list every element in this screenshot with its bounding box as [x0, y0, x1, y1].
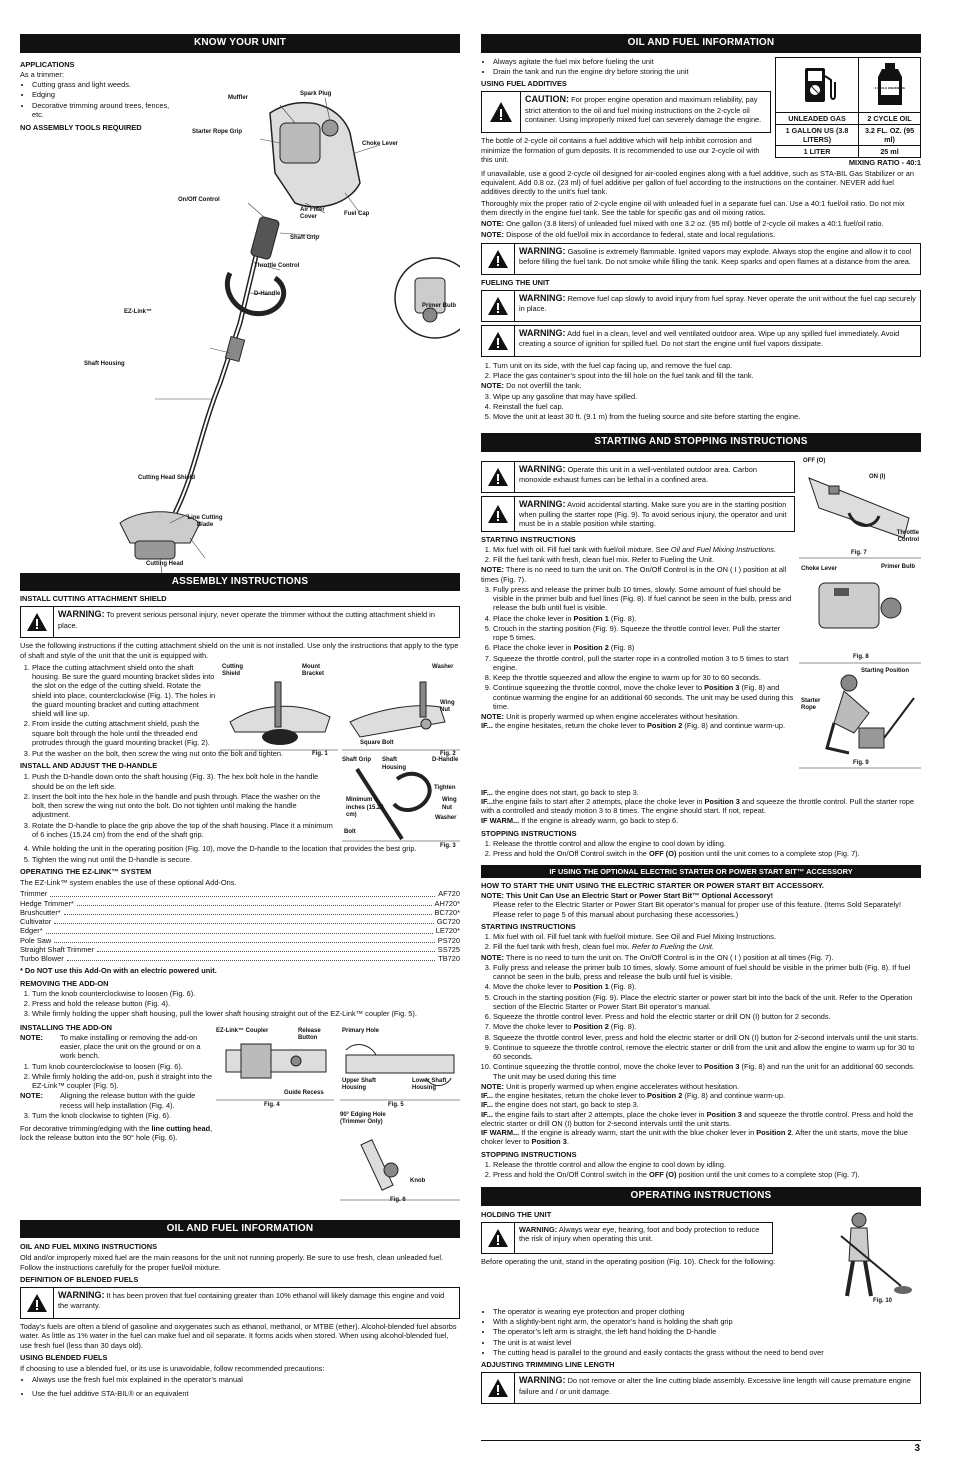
fig8-label-primer: Primer Bulb	[881, 563, 916, 570]
warning-label: WARNING:	[519, 1375, 566, 1386]
know-your-unit-section	[20, 53, 460, 573]
label-primer-bulb: Primer Bulb	[422, 302, 457, 309]
stop-title: STOPPING INSTRUCTIONS	[481, 828, 577, 838]
note-text: NOTE: Unit is properly warmed up when engine accelerates without hesitation.	[481, 1081, 739, 1091]
addon-name: Pole Saw	[20, 935, 52, 945]
fig3-label: Washer	[435, 815, 457, 822]
install-shield-title: INSTALL CUTTING ATTACHMENT SHIELD	[20, 594, 167, 603]
fueling-step: 1. Turn unit on its side, with the fuel cap facing up, and remove the fuel cap.	[493, 361, 921, 370]
mixing-text: Old and/or improperly mixed fuel are the main reasons for the unit not running properly. Be sure to use fresh, clean unleaded fuel. Follow the instructions carefully for the proper fuel/oil mixture.	[20, 1253, 444, 1272]
label-air-filter: Air Filter Cover	[300, 206, 325, 220]
left-column	[20, 34, 460, 1399]
addon-code: PS720	[437, 935, 460, 945]
fig9-label-pos: Starting Position	[861, 667, 909, 674]
label-muffler: Muffler	[228, 94, 248, 101]
dot-leader	[77, 899, 432, 906]
if-text: IF... the engine does not start, go back to step 3.	[481, 1100, 639, 1110]
before-text: Before operating the unit, stand in the operating position (Fig. 10). Check for the following:	[481, 1257, 776, 1266]
remove-step: 3. While firmly holding the upper shaft housing, pull the lower shaft housing straight out of the EZ-Link™ coupler (Fig. 5).	[32, 1009, 460, 1018]
warning-icon	[482, 326, 515, 356]
fig7-label-throttle: Throttle Control	[896, 529, 919, 544]
warning-label: WARNING:	[519, 327, 566, 338]
table-cell: 3.2 FL. OZ. (95 ml)	[859, 124, 921, 145]
warning-label: WARNING:	[58, 1290, 105, 1300]
fueling-step: 2. Place the gas container’s spout into the fill hole on the fuel tank and fill the tank.	[493, 371, 921, 380]
footer-rule	[481, 1440, 921, 1441]
fig7-caption: Fig. 7	[851, 549, 867, 556]
caution-icon	[482, 92, 521, 132]
label-d-handle: D-Handle	[254, 290, 281, 297]
operating-header: OPERATING INSTRUCTIONS	[481, 1187, 921, 1206]
fig5-label: Upper Shaft Housing	[342, 1077, 377, 1091]
fig2-caption: Fig. 2	[440, 750, 456, 757]
addon-name: Turbo Blower	[20, 954, 64, 963]
label-choke-lever: Choke Lever	[362, 140, 399, 147]
if-text: IF... the engine does not start, go back to step 3.	[481, 787, 639, 797]
caution-text: For proper engine operation and maximum reliability, pay strict attention to the oil and fuel mixing instructions on the 2-cycle oil container. Using improperly mixed fuel can severely damage the engine.	[525, 95, 762, 124]
if-text: IF... the engine fails to start after 2 attempts, place the choke lever in Position 3 and squeeze the throttle control. Press and hold the electric starter or drill ON (I) button for 2-second intervals until the unit starts.	[481, 1109, 914, 1128]
addon-row	[20, 899, 460, 908]
warning-label: WARNING:	[519, 292, 566, 303]
fig6-label: 90° Edging Hole (Trimmer Only)	[340, 1111, 386, 1125]
electric-step: 9. Continue to squeeze the throttle control, remove the electric starter or drill from the unit and allow the engine to warm up for 30 to 60 seconds.	[493, 1043, 921, 1062]
addon-name: Trimmer	[20, 889, 48, 899]
start-step: 2. Fill the fuel tank with fresh, clean fuel mix. Refer to Fueling the Unit.	[493, 555, 795, 564]
dhandle-step: 3. Rotate the D-handle to place the grip above the top of the shaft housing. Place it a minimum of 6 inches (15.24 cm) from the end of the shaft grip.	[32, 821, 336, 840]
def-title: DEFINITION OF BLENDED FUELS	[20, 1274, 139, 1284]
warning-box	[481, 461, 795, 493]
fig3-label: Bolt	[344, 829, 356, 836]
fig3-caption: Fig. 3	[440, 843, 456, 850]
fig7-label-on: ON (I)	[869, 473, 886, 480]
dhandle-step: 4. While holding the unit in the operating position (Fig. 10), move the D-handle to the location that provides the best grip.	[32, 844, 460, 853]
note-text: NOTE: There is no need to turn the unit on. The On/Off Control is in the ON ( I ) position at all times (Fig. 7).	[481, 565, 787, 584]
install-step: 1. Turn knob counterclockwise to loosen (Fig. 6).	[32, 1062, 216, 1071]
label-cutting-head: Cutting Head	[146, 560, 184, 567]
addon-row	[20, 954, 460, 963]
fig2-label-square-bolt: Square Bolt	[360, 739, 394, 746]
note-text: NOTE: There is no need to turn the unit on. The On/Off Control is in the ON ( I ) position at all times (Fig. 7).	[481, 952, 834, 962]
unavailable-text: If unavailable, use a good 2-cycle oil designed for air-cooled engines along with a fuel additive, such as STA-BIL Gas Stabilizer or an equivalent. Add 0.8 oz. (23 ml) of fuel additive per gallon of fuel according to the instructions on the container. NEVER add fuel additives directly to the unit’s fuel tank.	[481, 168, 915, 197]
warning-text: Do not remove or alter the line cutting blade assembly. Excessive line length will cause premature engine failure and / or unit damage.	[519, 1376, 911, 1396]
mixing-table	[775, 57, 921, 167]
start-title: STARTING INSTRUCTIONS	[481, 534, 576, 544]
fig6-caption: Fig. 6	[390, 1196, 406, 1203]
start-step: 1. Mix fuel with oil. Fill fuel tank with fuel/oil mixture. See Oil and Fuel Mixing Instructions.	[493, 545, 795, 554]
dot-leader	[97, 945, 435, 952]
shield-step: 1. Place the cutting attachment shield onto the shaft housing. Be sure the guard mounting bracket slides into the slot on the edge of the cutting shield. Rotate the shield into place, counterclockwise (Fig. 1). The holes in the guard mounting bracket and cutting attachment shield will line up.	[32, 663, 220, 719]
addon-list	[20, 889, 460, 963]
stop-step: 2. Press and hold the On/Off Control switch in the OFF (O) position until the unit comes to a complete stop (Fig. 7).	[493, 849, 921, 858]
electric-step: 4. Move the choke lever to Position 1 (Fig. 8).	[493, 982, 921, 991]
fueling-title: FUELING THE UNIT	[481, 277, 550, 287]
fig9-caption: Fig. 9	[853, 759, 869, 766]
fig-3	[342, 757, 460, 850]
fig3-label: Wing Nut	[442, 797, 457, 811]
note-text: NOTE: Unit is properly warmed up when engine accelerates without hesitation.	[481, 712, 739, 721]
if-text: IF...the engine fails to start after 2 attempts, place the choke lever in Position 3 and squeeze the throttle control. Pull the starter rope with a controlled and steady motion 3 to 8 times. The engine should start. If not, repeat.	[481, 797, 915, 816]
label-starter-rope-grip: Starter Rope Grip	[192, 128, 243, 135]
electric-start-title: STARTING INSTRUCTIONS	[481, 921, 576, 931]
start-step: 5. Crouch in the starting position (Fig. 9). Squeeze the throttle control lever. Pull the starter rope 5 times.	[493, 624, 795, 643]
using-text: If choosing to use a blended fuel, or its use is unavoidable, follow recommended precautions:	[20, 1364, 325, 1373]
warning-icon	[482, 462, 515, 492]
warning-label: WARNING:	[519, 1225, 558, 1234]
warning-box	[481, 1372, 921, 1404]
shield-step: 3. Put the washer on the bolt, then screw the wing nut onto the bolt and tighten.	[32, 749, 460, 758]
warning-box	[481, 243, 921, 275]
addon-row	[20, 936, 460, 945]
install-step: 3. Turn the knob clockwise to tighten (Fig. 6).	[32, 1111, 216, 1120]
electric-step: 10. Continue squeezing the throttle control, move the choke lever to Position 3 (Fig. 8) and run the unit for an additional 60 seconds. The unit may be used during this time	[493, 1062, 921, 1081]
addon-code: LE720*	[435, 926, 460, 936]
warning-label: WARNING:	[58, 609, 105, 620]
fig-4-5-6	[216, 1020, 460, 1206]
stop-step: 1. Release the throttle control and allow the engine to cool down by idling.	[493, 1160, 921, 1169]
electric-subheader: IF USING THE OPTIONAL ELECTRIC STARTER OR POWER START BIT™ ACCESSORY	[481, 865, 921, 878]
fig4-label: EZ-Link™ Coupler	[216, 1027, 269, 1034]
shield-step: 2. From inside the cutting attachment shield, push the square bolt through the hole until the threaded end protrudes through the guard mounting bracket (Fig. 2).	[32, 719, 220, 747]
if-warm-text: IF WARM... If the engine is already warm, go back to step 6.	[481, 815, 679, 825]
warning-icon	[21, 1288, 54, 1318]
remove-title: REMOVING THE ADD-ON	[20, 978, 109, 988]
stop-step: 1. Release the throttle control and allow the engine to cool down by idling.	[493, 839, 921, 848]
fig4-label: Guide Recess	[284, 1089, 324, 1096]
note-text: NOTE: One gallon (3.8 liters) of unleaded fuel mixed with one 3.2 oz. (95 ml) bottle of 2-cycle oil makes a 40:1 fuel/oil ratio.	[481, 219, 884, 228]
fig4-label: Release Button	[298, 1027, 321, 1041]
operating-bullet: • The cutting head is parallel to the ground and easily contacts the grass without the need to bend over	[493, 1348, 921, 1357]
additives-title: USING FUEL ADDITIVES	[481, 79, 567, 88]
remove-step: 1. Turn the knob counterclockwise to loosen (Fig. 6).	[32, 989, 460, 998]
remove-step: 2. Press and hold the release button (Fig. 4).	[32, 999, 460, 1008]
note-text: NOTE: Dispose of the old fuel/oil mix in accordance to federal, state and local regulations.	[481, 230, 776, 240]
fig1-label-mount-bracket: Mount Bracket	[302, 663, 325, 678]
electric-step: 2. Fill the fuel tank with fresh, clean fuel mix. Refer to Fueling the Unit.	[493, 942, 921, 951]
electric-step: 3. Fully press and release the primer bulb 10 times, slowly. Some amount of fuel should be visible in the primer bulb (Fig. 8). If fuel cannot be seen in the bulb, press and release the bulb until fuel is visible.	[493, 963, 921, 982]
fig-7-8-9-drawing	[799, 458, 921, 788]
warning-icon	[482, 1373, 515, 1403]
gas-pump-icon	[776, 57, 859, 112]
install-step: 2. While firmly holding the add-on, push it straight into the EZ-Link™ coupler (Fig. 5).	[32, 1072, 216, 1091]
label-shaft-grip: Shaft Grip	[290, 234, 320, 241]
warning-box	[20, 606, 460, 638]
warning-icon	[482, 1223, 515, 1253]
fig2-label-wing-nut: Wing Nut	[440, 699, 455, 714]
dot-leader	[67, 954, 436, 961]
fig-1-2	[220, 662, 460, 757]
if-text: IF... the engine hesitates, return the choke lever to Position 2 (Fig. 8) and continue warm-up.	[481, 1091, 786, 1100]
install-note: To make installing or removing the add-on easier, place the unit on the ground or on a work bench.	[60, 1032, 201, 1061]
ezlink-intro: The EZ-Link™ system enables the use of these optional Add-Ons.	[20, 878, 237, 887]
oil-fuel-left-header: OIL AND FUEL INFORMATION	[20, 1220, 460, 1239]
note-label: NOTE:	[20, 1091, 43, 1101]
label-spark-plug: Spark Plug	[300, 90, 332, 97]
application-item: • Edging	[32, 90, 170, 99]
warning-text: Add fuel in a clean, level and well ventilated outdoor area. Wipe up any spilled fuel immediately. Avoid creating a source of ignition for spilled fuel. Do not start the engine until fuel vapors dissipate.	[519, 328, 900, 348]
warning-text: Avoid accidental starting. Make sure you are in the starting position when pulling the starter rope (Fig. 9). To avoid serious injury, the operator and unit must be in a stable position while starting.	[519, 499, 787, 529]
fuel-bullet: • Drain the tank and run the engine dry before storing the unit	[493, 67, 771, 76]
fig3-label: Shaft Grip	[342, 757, 372, 764]
addon-code: AH720*	[434, 898, 460, 908]
electric-step: 5. Crouch in the starting position (Fig. 9). Place the electric starter or power start bit into the back of the unit. Refer to the Operation section of the Electric Starter or Power Start Bit operator’s manual.	[493, 993, 921, 1012]
electric-step: 7. Move the choke lever to Position 2 (Fig. 8).	[493, 1022, 921, 1031]
warning-label: WARNING:	[519, 463, 566, 474]
oil-bottle-icon	[859, 57, 921, 112]
page-number: 3	[914, 1443, 920, 1454]
dhandle-title: INSTALL AND ADJUST THE D-HANDLE	[20, 761, 158, 770]
warning-text: It has been proven that fuel containing greater than 10% ethanol will likely damage this engine and void the warranty.	[58, 1291, 445, 1311]
addon-code: TB720	[438, 954, 460, 963]
today-text: Today’s fuels are often a blend of gasoline and oxygenates such as ethanol, methanol, or MTBE (ether). Alcohol-blended fuel absorbs water. As little as 1% water in the fuel can make fuel and oil separate. It forms acids when stored. When using alcohol-blended fuel, use fresh fuel (less than 30 days old).	[20, 1322, 457, 1350]
dot-leader	[46, 926, 433, 933]
electric-step: 6. Squeeze the throttle control lever. Press and hold the electric starter or drill ON (I) button for 2 seconds.	[493, 1012, 921, 1021]
addon-name: Brushcutter*	[20, 907, 61, 917]
label-cutting-head-shield: Cutting Head Shield	[138, 474, 195, 481]
addon-code: AF720	[438, 889, 460, 899]
electric-step: 8. Squeeze the throttle control lever, press and hold the electric starter or drill ON (I) button for 2-second intervals until the unit starts.	[493, 1033, 921, 1042]
dot-leader	[54, 917, 433, 924]
addon-note: * Do NOT use this Add-On with an electric powered unit.	[20, 966, 217, 976]
addon-code: GC720	[436, 917, 460, 926]
operating-bullet: • The operator’s left arm is straight, the left hand holding the D-handle	[493, 1327, 921, 1336]
warning-icon	[482, 291, 515, 321]
warning-text: To prevent serious personal injury, never operate the trimmer without the cutting attachment shield in place.	[58, 610, 435, 630]
start-step: 6. Place the choke lever in Position 2 (Fig. 8)	[493, 643, 795, 652]
warning-text: Gasoline is extremely flammable. Ignited vapors may explode. Always stop the engine and allow it to cool before filling the fuel tank. Do not smoke while filling the tank. Keep sparks and open flames at a distance from the area.	[519, 246, 912, 266]
right-column	[481, 34, 921, 1407]
fig5-label: Primary Hole	[342, 1027, 380, 1034]
warning-label: WARNING:	[519, 245, 566, 256]
caution-box	[481, 91, 771, 133]
warning-label: WARNING:	[519, 498, 566, 509]
oil-fuel-right-header: OIL AND FUEL INFORMATION	[481, 34, 921, 53]
fig3-label: Minimum 6 inches (15.24 cm)	[346, 797, 384, 819]
fueling-step: 5. Move the unit at least 30 ft. (9.1 m) from the fueling source and site before starting the engine.	[493, 412, 921, 421]
fig3-label: Shaft Housing	[382, 757, 406, 771]
warning-icon	[482, 244, 515, 274]
fig1-label-cutting-shield: Cutting Shield	[222, 663, 243, 678]
electric-note: NOTE: This Unit Can Use an Electric Start or Power Start Bit™ Optional Accessory! Please refer to the Electric Starter or Power Start Bit operator’s manual for proper use of this feature. (Items Sold Separately! Please refer to page 5 of this manual about purchasing these accessories.)	[481, 891, 902, 919]
warning-icon	[482, 497, 515, 531]
ezlink-title: OPERATING THE EZ-LINK™ SYSTEM	[20, 866, 152, 876]
using-title: USING BLENDED FUELS	[20, 1352, 108, 1362]
dhandle-step: 2. Insert the bolt into the hex hole in the handle and push through. Place the washer on the bolt, then screw the wing nut onto the bolt. Do not tighten until making the handle adjustment.	[32, 792, 336, 820]
start-step: 3. Fully press and release the primer bulb 10 times, slowly. Some amount of fuel should be visible in the primer bulb and fuel lines (Fig. 8). If fuel cannot be seen in the bulb, press and release the bulb until fuel is visible.	[493, 585, 795, 613]
caution-label: CAUTION:	[525, 94, 569, 105]
addon-row	[20, 926, 460, 935]
mixing-ratio: MIXING RATIO - 40:1	[848, 157, 921, 167]
fuel-bullet: • Always agitate the fuel mix before fueling the unit	[493, 57, 771, 66]
start-step: 7. Squeeze the throttle control, pull the starter rope in a controlled motion 3 to 5 times to start engine.	[493, 654, 795, 673]
table-cell: 2 CYCLE OIL	[859, 112, 921, 124]
label-ez-link: EZ-Link™	[124, 308, 152, 315]
start-step: 4. Place the choke lever in Position 1 (Fig. 8).	[493, 614, 795, 623]
bottle-label: 2 CYCLE ENGINE OIL	[874, 85, 905, 90]
edging-text: For decorative trimming/edging with the line cutting head, lock the release button into the 90° hole (Fig. 6).	[20, 1124, 213, 1143]
addon-code: SS725	[437, 944, 460, 954]
start-step: 8. Keep the throttle squeezed and allow the engine to warm up for 30 to 60 seconds.	[493, 673, 795, 682]
dot-leader	[50, 889, 435, 896]
application-item: • Decorative trimming around trees, fences, etc.	[32, 101, 170, 120]
warning-text: Remove fuel cap slowly to avoid injury from fuel spray. Never operate the unit without the fuel cap securely in place.	[519, 293, 916, 313]
fig5-caption: Fig. 5	[388, 1101, 404, 1108]
operating-bullet: • With a slightly-bent right arm, the operator’s hand is holding the shaft grip	[493, 1317, 921, 1326]
fig10-caption: Fig. 10	[873, 1297, 893, 1304]
if-warm-text: IF WARM... If the engine is already warm, start the unit with the blue choker lever in Position 2. After the unit starts, move the blue choker lever to Position 3.	[481, 1128, 908, 1147]
assembly-header: ASSEMBLY INSTRUCTIONS	[20, 573, 460, 592]
warning-box	[481, 325, 921, 357]
fig-1-2-drawing	[220, 662, 460, 757]
label-shaft-housing: Shaft Housing	[84, 360, 125, 367]
stop-step: 2. Press and hold the On/Off Control switch in the OFF (O) position until the unit comes to a complete stop (Fig. 7).	[493, 1170, 921, 1179]
warning-box	[481, 290, 921, 322]
fueling-step: 3. Wipe up any gasoline that may have spilled.	[493, 392, 921, 401]
electric-stop-title: STOPPING INSTRUCTIONS	[481, 1149, 577, 1159]
fig7-label-off: OFF (O)	[803, 457, 826, 464]
fig2-label-washer: Washer	[432, 663, 454, 670]
warning-text: Operate this unit in a well-ventilated outdoor area. Carbon monoxide exhaust fumes can be lethal in a confined area.	[519, 464, 757, 484]
label-fuel-cap: Fuel Cap	[344, 210, 370, 217]
table-cell: 1 GALLON US (3.8 LITERS)	[776, 124, 859, 145]
addon-code: BC720*	[434, 907, 460, 917]
fig6-label: Knob	[410, 1177, 426, 1184]
install-note: Aligning the release button with the guide recess will help installation (Fig. 4).	[60, 1091, 196, 1110]
install-title: INSTALLING THE ADD-ON	[20, 1022, 112, 1032]
overfill-note: NOTE: Do not overfill the tank.	[481, 381, 582, 391]
addon-name: Edger*	[20, 926, 43, 936]
fig8-caption: Fig. 8	[853, 653, 869, 660]
addon-row	[20, 917, 460, 926]
bottle-text: The bottle of 2-cycle oil contains a fuel additive which will help inhibit corrosion and minimize the formation of gum deposits. It is recommended to use our 2-cycle oil with this unit.	[481, 136, 760, 164]
label-line-cutting-blade: Line Cutting Blade	[187, 514, 223, 528]
dot-leader	[54, 936, 435, 943]
table-cell: UNLEADED GAS	[776, 112, 859, 124]
note-label: NOTE:	[20, 1032, 43, 1042]
label-throttle: Throttle Control	[254, 262, 300, 269]
using-bullet: • Always use the fresh fuel mix explained in the operator’s manual	[32, 1375, 460, 1384]
holding-title: HOLDING THE UNIT	[481, 1209, 552, 1219]
applications-title: APPLICATIONS	[20, 59, 75, 69]
addon-name: Straight Shaft Trimmer	[20, 944, 94, 954]
fig-10-drawing	[811, 1206, 917, 1306]
fig5-label: Lower Shaft Housing	[412, 1077, 447, 1091]
adjust-title: ADJUSTING TRIMMING LINE LENGTH	[481, 1360, 615, 1369]
fig4-caption: Fig. 4	[264, 1101, 280, 1108]
dot-leader	[64, 908, 432, 915]
addon-row	[20, 945, 460, 954]
electric-step: 1. Mix fuel with oil. Fill fuel tank with fuel/oil mixture. See Oil and Fuel Mixing Instructions.	[493, 932, 921, 941]
using-bullet: • Use the fuel additive STA-BIL® or an equivalent	[32, 1389, 460, 1398]
addon-name: Cultivator	[20, 917, 52, 926]
warning-icon	[21, 607, 54, 637]
no-tools-text: NO ASSEMBLY TOOLS REQUIRED	[20, 123, 142, 132]
mixing-title: OIL AND FUEL MIXING INSTRUCTIONS	[20, 1242, 158, 1251]
fig1-caption: Fig. 1	[312, 750, 328, 757]
operating-bullet: • The operator is wearing eye protection and proper clothing	[493, 1307, 921, 1316]
electric-title: HOW TO START THE UNIT USING THE ELECTRIC STARTER OR POWER START BIT ACCESSORY.	[481, 880, 824, 890]
addon-name: Hedge Trimmer*	[20, 898, 74, 908]
warning-box	[481, 1222, 773, 1254]
fig3-label: D-Handle	[432, 757, 459, 764]
fig9-label-rope: Starter Rope	[801, 697, 821, 712]
thoroughly-text: Thoroughly mix the proper ratio of 2-cycle engine oil with unleaded fuel in a separate fuel can. Use a 40:1 fuel/oil ratio. Do not mix them directly in the engine fuel tank. See the table for specific gas and oil mixing ratios.	[481, 198, 905, 217]
fig3-label: Tighten	[434, 785, 456, 792]
addon-row	[20, 908, 460, 917]
if-text: IF... the engine hesitates, return the choke lever to Position 2 (Fig. 8) and continue warm-up.	[481, 721, 786, 731]
table-cell: 25 ml	[859, 145, 921, 157]
addon-row	[20, 889, 460, 898]
assembly-intro: Use the following instructions if the cutting attachment shield on the unit is not installed. Use only the instructions that apply to the type of shaft and style of the unit that the unit is equipped with.	[20, 641, 459, 660]
starting-header: STARTING AND STOPPING INSTRUCTIONS	[481, 433, 921, 452]
start-step: 9. Continue squeezing the throttle control, move the choke lever to Position 3 (Fig. 8) and continue warming the engine for an additional 60 seconds. The unit may be used during this time.	[493, 683, 795, 711]
application-item: • Cutting grass and light weeds.	[32, 80, 170, 89]
fueling-step: 4. Reinstall the fuel cap.	[493, 402, 921, 411]
know-your-unit-header: KNOW YOUR UNIT	[20, 34, 460, 53]
warning-box	[481, 496, 795, 532]
as-trimmer-text: As a trimmer:	[20, 69, 64, 79]
fig-7-8-9	[799, 458, 921, 788]
label-on-off: On/Off Control	[178, 196, 220, 203]
table-cell: 1 LITER	[776, 145, 859, 157]
warning-box	[20, 1287, 460, 1319]
fig-10	[811, 1206, 917, 1306]
fig8-label-choke: Choke Lever	[801, 565, 838, 572]
operating-bullet: • The unit is at waist level	[493, 1338, 921, 1347]
warning-text: Always wear eye, hearing, foot and body protection to reduce the risk of injury when operating this unit.	[519, 1225, 760, 1244]
dhandle-step: 1. Push the D-handle down onto the shaft housing (Fig. 3). The hex bolt hole in the handle should be on the left side.	[32, 772, 336, 791]
dhandle-step: 5. Tighten the wing nut until the D-handle is secure.	[32, 855, 460, 864]
